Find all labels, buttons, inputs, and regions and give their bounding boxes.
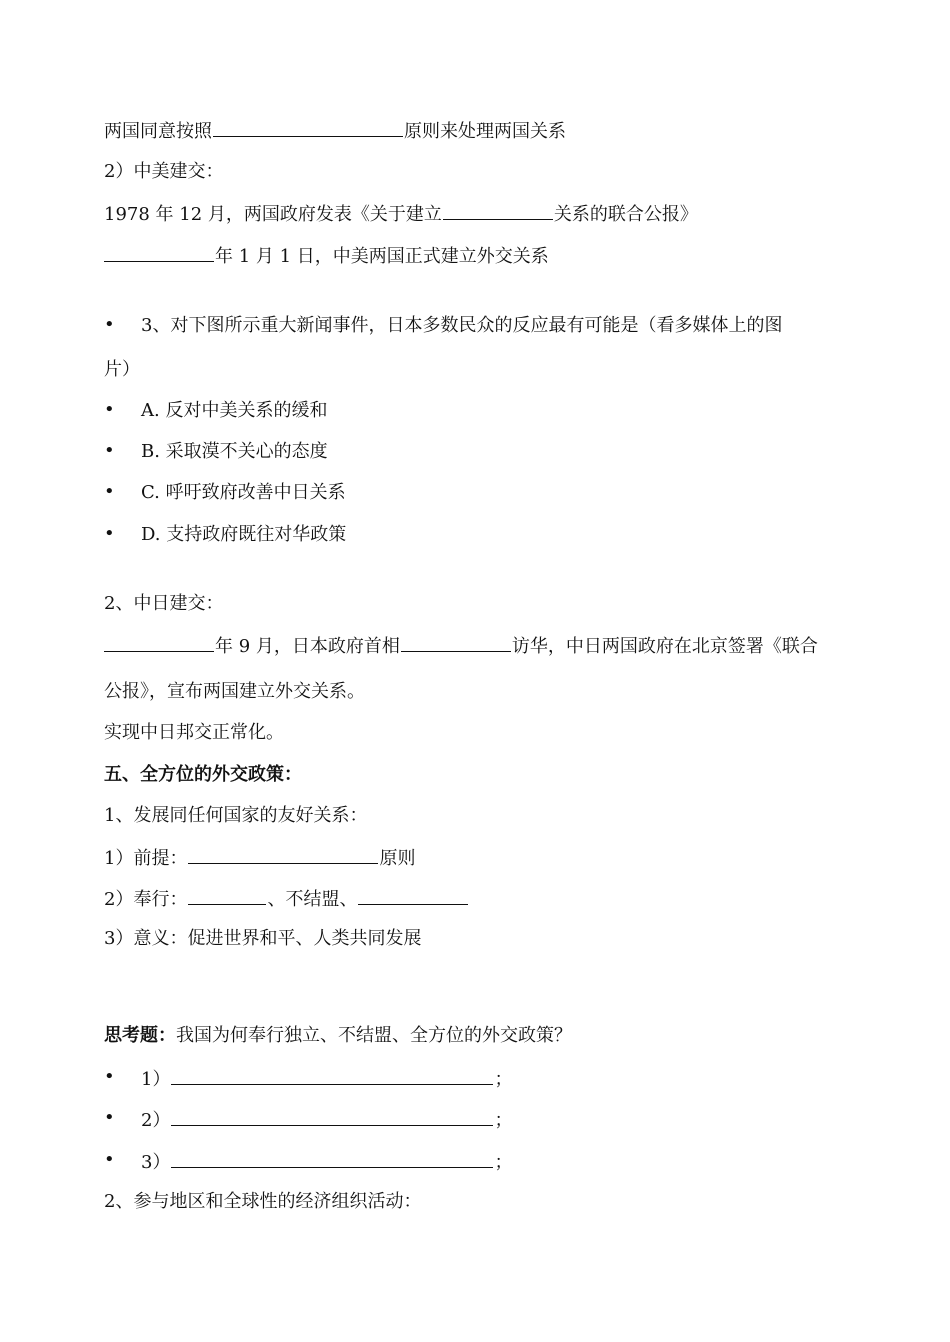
answer-line-2 xyxy=(141,1107,512,1133)
text-line-establish xyxy=(104,243,549,269)
text-segment: 1）前提： xyxy=(104,848,188,869)
text-segment: 原则 xyxy=(379,848,416,869)
bullet-icon: • xyxy=(104,523,115,544)
option-d: D. 支持政府既往对华政策 xyxy=(141,524,347,545)
text-segment: 访华，中日两国政府在北京签署《联合 xyxy=(511,636,818,657)
bullet-icon: • xyxy=(104,399,115,420)
answer-end: ； xyxy=(494,1152,513,1173)
question-3-stem-cont: 片） xyxy=(104,359,140,380)
text-line-significance: 3）意义：促进世界和平、人类共同发展 xyxy=(104,928,422,949)
text-segment: 、不结盟、 xyxy=(267,889,358,910)
answer-line-3 xyxy=(141,1149,512,1175)
fill-blank[interactable] xyxy=(401,633,511,652)
think-label: 思考题： xyxy=(104,1025,176,1046)
text-line-normalize: 实现中日邦交正常化。 xyxy=(104,722,284,743)
text-line-pursue xyxy=(104,886,469,912)
answer-number: 2） xyxy=(141,1110,171,1131)
bullet-icon: • xyxy=(104,1107,115,1128)
fill-blank[interactable] xyxy=(188,886,266,905)
text-segment: 年 1 月 1 日，中美两国正式建立外交关系 xyxy=(215,246,549,267)
text-segment: 关系的联合公报》 xyxy=(553,204,698,225)
answer-number: 3） xyxy=(141,1152,171,1173)
bullet-icon: • xyxy=(104,1149,115,1170)
option-c: C. 呼吁致府改善中日关系 xyxy=(141,482,346,503)
fill-blank[interactable] xyxy=(171,1149,493,1168)
bullet-icon: • xyxy=(104,440,115,461)
text-segment: 1978 年 12 月，两国政府发表《关于建立 xyxy=(104,204,442,225)
text-segment: 两国同意按照 xyxy=(104,121,212,142)
think-question xyxy=(104,1024,572,1048)
text-line-communique-cont: 公报》，宣布两国建立外交关系。 xyxy=(104,681,365,702)
fill-blank[interactable] xyxy=(358,886,468,905)
fill-blank[interactable] xyxy=(171,1107,493,1126)
heading-china-japan: 2、中日建交： xyxy=(104,593,224,614)
option-b: B. 采取漠不关心的态度 xyxy=(141,441,328,462)
answer-end: ； xyxy=(494,1069,513,1090)
option-a: A. 反对中美关系的缓和 xyxy=(141,400,328,421)
answer-end: ； xyxy=(494,1110,513,1131)
fill-blank[interactable] xyxy=(188,845,378,864)
text-segment: 年 9 月，日本政府首相 xyxy=(215,636,400,657)
text-line-economic: 2、参与地区和全球性的经济组织活动： xyxy=(104,1191,422,1212)
text-line-friendly: 1、发展同任何国家的友好关系： xyxy=(104,805,368,826)
bullet-icon: • xyxy=(104,314,115,335)
text-segment: 原则来处理两国关系 xyxy=(404,121,566,142)
text-line-japan xyxy=(104,633,818,659)
fill-blank[interactable] xyxy=(104,243,214,262)
answer-number: 1） xyxy=(141,1069,171,1090)
text-segment: 2）奉行： xyxy=(104,889,188,910)
question-3-stem: 3、对下图所示重大新闻事件，日本多数民众的反应最有可能是（看多媒体上的图 xyxy=(141,315,783,336)
text-line-principle xyxy=(104,118,566,144)
answer-line-1 xyxy=(141,1066,512,1092)
bullet-icon: • xyxy=(104,1066,115,1087)
text-line-communique xyxy=(104,201,698,227)
fill-blank[interactable] xyxy=(213,118,403,137)
text-line-premise xyxy=(104,845,415,871)
section-5-heading: 五、全方位的外交政策： xyxy=(104,764,302,785)
fill-blank[interactable] xyxy=(443,201,553,220)
fill-blank[interactable] xyxy=(104,633,214,652)
think-text: 我国为何奉行独立、不结盟、全方位的外交政策？ xyxy=(176,1025,572,1046)
bullet-icon: • xyxy=(104,481,115,502)
heading-us-china: 2）中美建交： xyxy=(104,161,224,182)
fill-blank[interactable] xyxy=(171,1066,493,1085)
